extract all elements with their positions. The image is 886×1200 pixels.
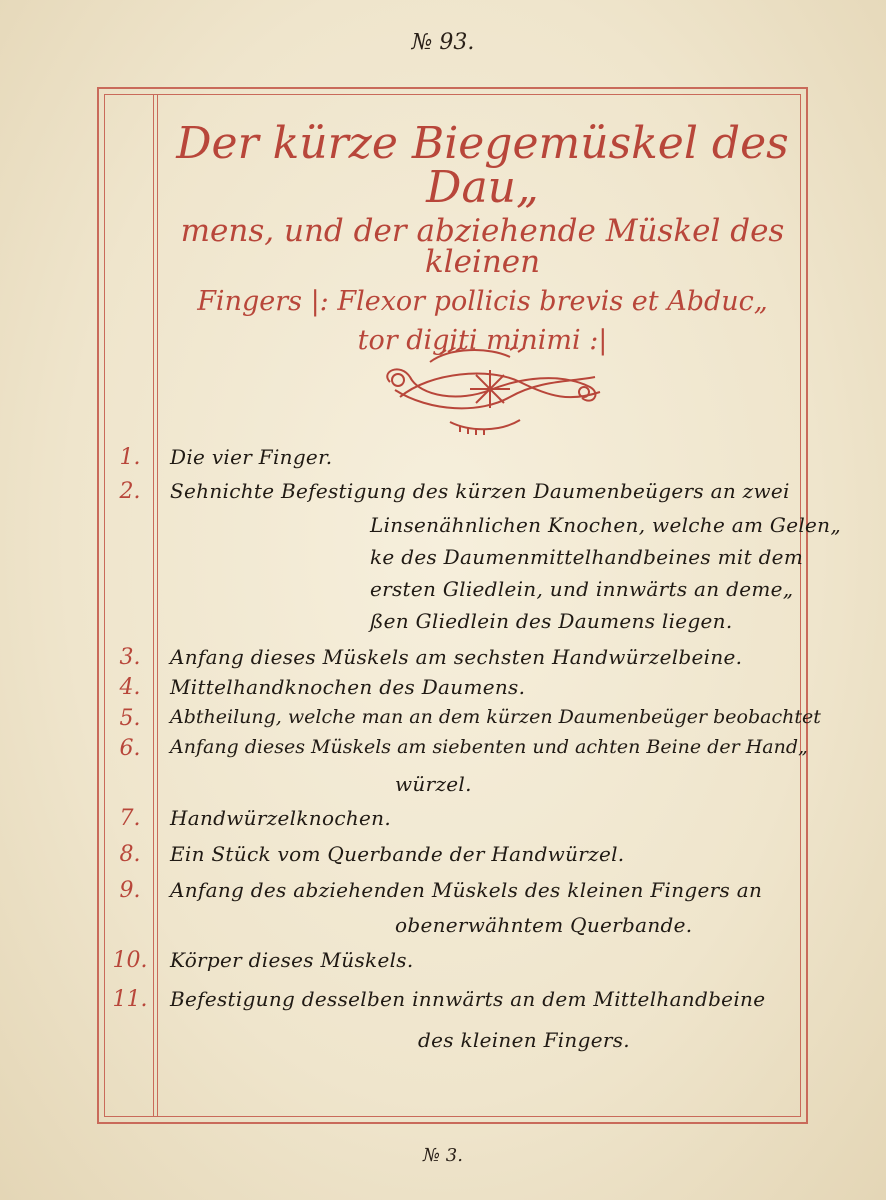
flourish-ornament-icon xyxy=(370,342,610,438)
entry-text-continued: ke des Daumenmittelhandbeines mit dem xyxy=(370,545,804,569)
folio-number: № 3. xyxy=(423,1145,463,1166)
entry-number: 3. xyxy=(119,645,141,670)
entry-text: Körper dieses Müskels. xyxy=(170,948,414,972)
entry-number: 8. xyxy=(119,842,141,867)
entry-text: Ein Stück vom Querbande der Handwürzel. xyxy=(170,842,625,866)
title-line-2: mens, und der abziehende Müskel des kleinen xyxy=(180,213,785,280)
entry-number: 11. xyxy=(112,987,148,1012)
entry-text: Anfang dieses Müskels am siebenten und achten Beine der Hand„ xyxy=(170,736,808,758)
page-number: № 93. xyxy=(411,30,475,55)
entry-text: Anfang des abziehenden Müskels des kleinen Fingers an xyxy=(170,878,763,902)
title-line-3: Fingers |: Flexor pollicis brevis et Abduc„ xyxy=(197,286,768,317)
title-line-1: Der kürze Biegemüskel des Dau„ xyxy=(176,118,789,213)
entry-text-continued: ersten Gliedlein, und innwärts an deme„ xyxy=(370,577,794,601)
entry-number: 7. xyxy=(119,806,141,831)
entry-text: Abtheilung, welche man an dem kürzen Daumenbeüger beobachtet xyxy=(170,706,821,728)
entry-text-continued: des kleinen Fingers. xyxy=(418,1028,630,1052)
entry-number: 9. xyxy=(119,878,141,903)
title-line-4: tor digiti minimi :| xyxy=(357,325,608,356)
entry-text: Mittelhandknochen des Daumens. xyxy=(170,675,526,699)
entry-number: 1. xyxy=(119,445,141,470)
entry-text: Befestigung desselben innwärts an dem Mittelhandbeine xyxy=(170,987,766,1011)
entry-text: Die vier Finger. xyxy=(170,445,333,469)
entry-text-continued: würzel. xyxy=(395,772,472,796)
entry-number: 4. xyxy=(119,675,141,700)
page-title xyxy=(165,118,800,356)
entry-number: 5. xyxy=(119,706,141,731)
entry-number: 6. xyxy=(119,736,141,761)
entry-number: 10. xyxy=(112,948,148,973)
entry-text: Sehnichte Befestigung des kürzen Daumenbeügers an zwei xyxy=(170,479,790,503)
entry-text: Anfang dieses Müskels am sechsten Handwürzelbeine. xyxy=(170,645,743,669)
entry-number: 2. xyxy=(119,479,141,504)
entry-text-continued: obenerwähntem Querbande. xyxy=(395,913,693,937)
entry-text-continued: ßen Gliedlein des Daumens liegen. xyxy=(370,609,733,633)
margin-rule xyxy=(153,94,158,1117)
entry-text: Handwürzelknochen. xyxy=(170,806,391,830)
entry-text-continued: Linsenähnlichen Knochen, welche am Gelen„ xyxy=(370,513,842,537)
